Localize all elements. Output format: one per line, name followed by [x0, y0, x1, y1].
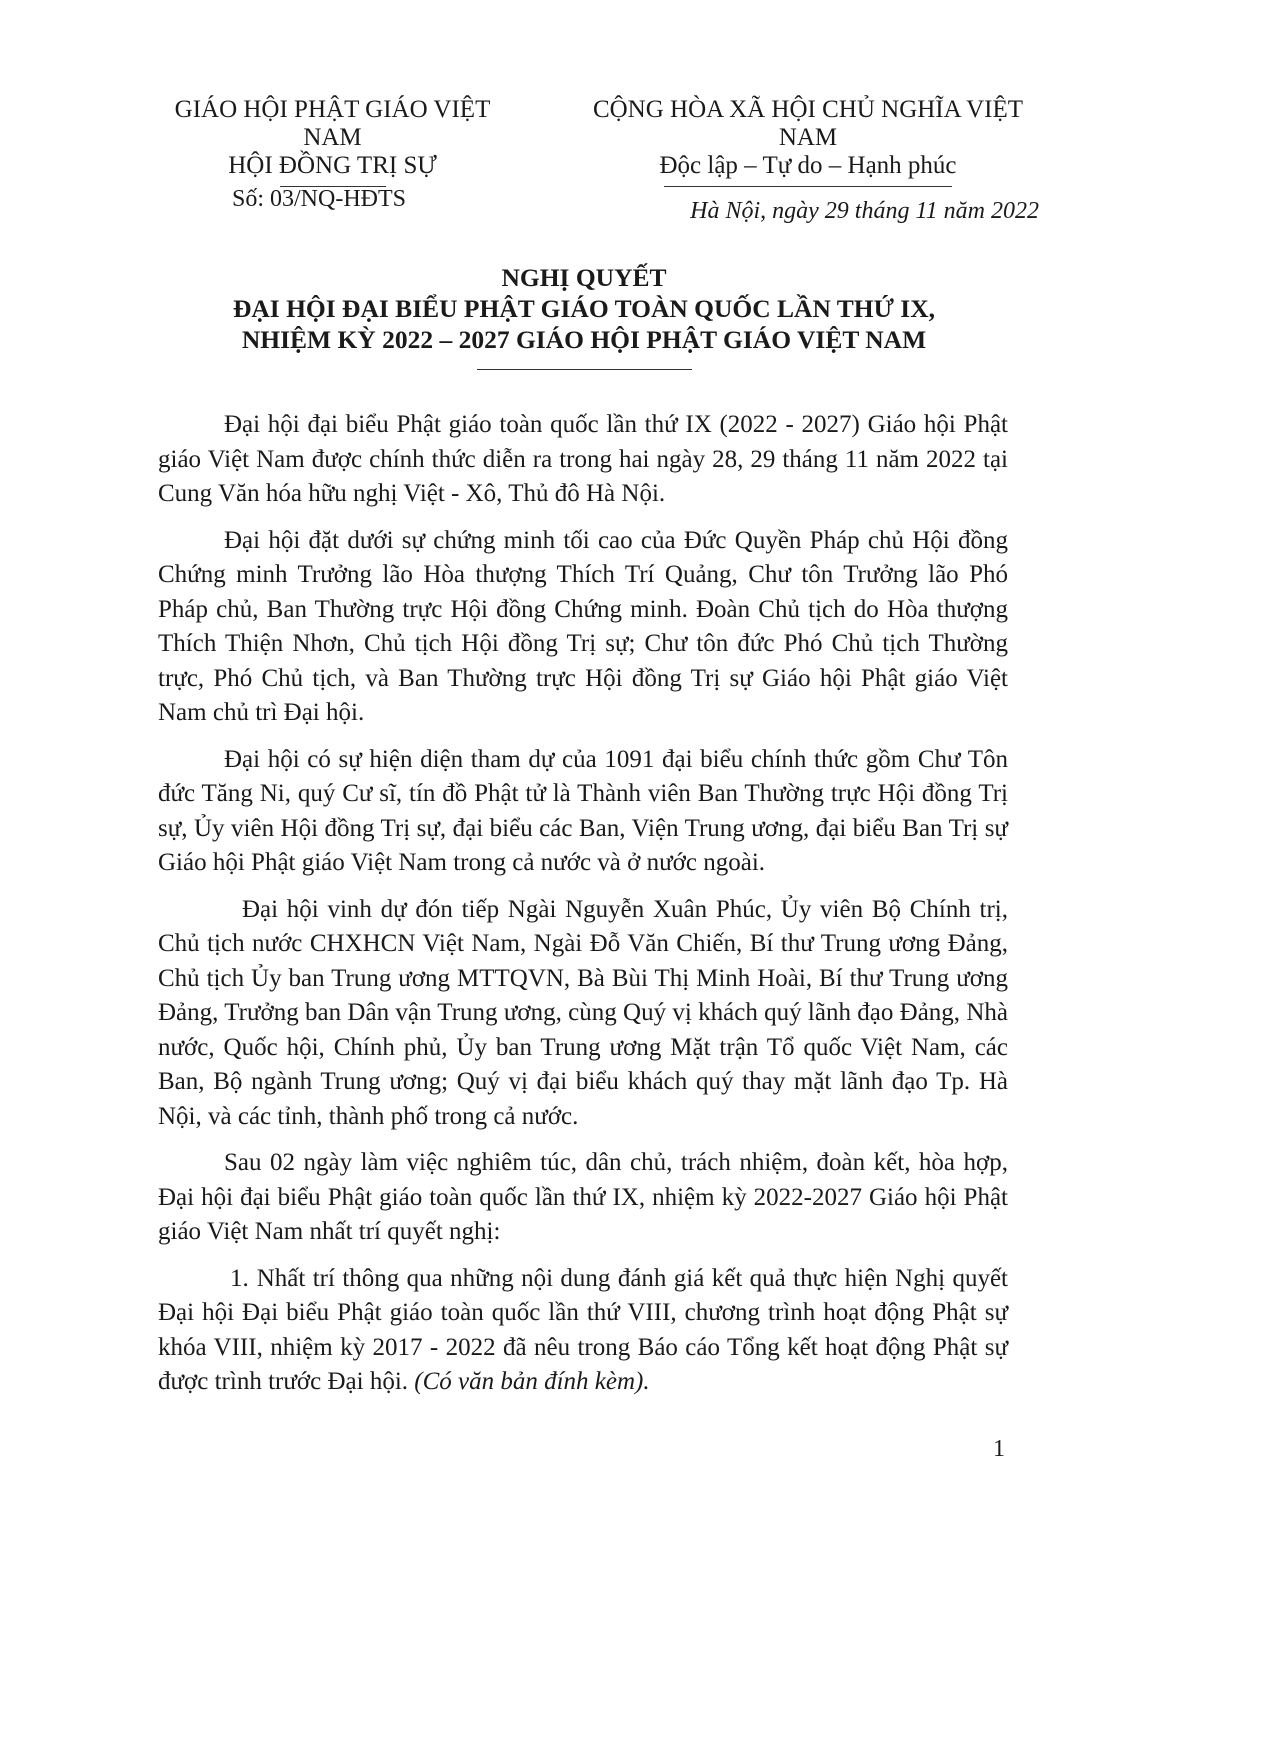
paragraph: Sau 02 ngày làm việc nghiêm túc, dân chủ, trách nhiệm, đoàn kết, hòa hợp, Đại hội đại biểu Phật giáo toàn quốc lần thứ IX, nhiệm kỳ 2022-2027 Giáo hội Phật giáo Việt Nam nhất trí quyết nghị: [158, 1149, 1008, 1245]
title-underline [477, 369, 692, 370]
org-council: HỘI ĐỒNG TRỊ SỰ [228, 152, 437, 179]
item-note: (Có văn bản đính kèm). [414, 1368, 650, 1395]
item-number: 1. [230, 1264, 249, 1292]
national-motto: Độc lập – Tự do – Hạnh phúc [659, 152, 957, 179]
paragraph: Đại hội có sự hiện diện tham dự của 1091 đại biểu chính thức gồm Chư Tôn đức Tăng Ni, quý Cư sĩ, tín đồ Phật tử là Thành viên Ban Thường trực Hội đồng Trị sự, Ủy viên Hội đồng Trị sự, đại biểu các Ban, Viện Trung ương, đại biểu Ban Trị sự Giáo hội Phật giáo Việt Nam trong cả nước và ở nước ngoài. [158, 745, 1008, 876]
title-line-2: ĐẠI HỘI ĐẠI BIỂU PHẬT GIÁO TOÀN QUỐC LẦN THỨ IX, [232, 294, 936, 323]
national-header [578, 96, 1038, 187]
issuing-organization [160, 96, 505, 187]
paragraph: Đại hội vinh dự đón tiếp Ngài Nguyễn Xuân Phúc, Ủy viên Bộ Chính trị, Chủ tịch nước CHXHCN Việt Nam, Ngài Đỗ Văn Chiến, Bí thư Trung ương Đảng, Chủ tịch Ủy ban Trung ương MTTQVN, Bà Bùi Thị Minh Hoài, Bí thư Trung ương Đảng, Trưởng ban Dân vận Trung ương, cùng Quý vị khách quý lãnh đạo Đảng, Nhà nước, Quốc hội, Chính phủ, Ủy ban Trung ương Mặt trận Tổ quốc Việt Nam, các Ban, Bộ ngành Trung ương; Quý vị đại biểu khách quý thay mặt lãnh đạo Tp. Hà Nội, và các tỉnh, thành phố trong cả nước. [158, 895, 1008, 1130]
item-text: Nhất trí thông qua những nội dung đánh giá kết quả thực hiện Nghị quyết Đại hội Đại biểu Phật giáo toàn quốc lần thứ VIII, chương trình hoạt động Phật sự khóa VIII, nhiệm kỳ 2017 - 2022 đã nêu trong Báo cáo Tổng kết hoạt động Phật sự được trình trước Đại hội. [158, 1264, 1008, 1395]
resolution-item-1 [158, 1262, 1008, 1400]
country-name: CỘNG HÒA XÃ HỘI CHỦ NGHĨA VIỆT NAM [592, 96, 1024, 151]
title-line-1: NGHỊ QUYẾT [501, 263, 667, 292]
org-name: GIÁO HỘI PHẬT GIÁO VIỆT NAM [174, 96, 491, 151]
motto-underline [664, 186, 952, 187]
paragraph: Đại hội đặt dưới sự chứng minh tối cao của Đức Quyền Pháp chủ Hội đồng Chứng minh Trưởng lão Hòa thượng Thích Trí Quảng, Chư tôn Trưởng lão Phó Pháp chủ, Ban Thường trực Hội đồng Chứng minh. Đoàn Chủ tịch do Hòa thượng Thích Thiện Nhơn, Chủ tịch Hội đồng Trị sự; Chư tôn đức Phó Chủ tịch Thường trực, Phó Chủ tịch, và Ban Thường trực Hội đồng Trị sự Giáo hội Phật giáo Việt Nam chủ trì Đại hội. [158, 526, 1008, 726]
document-number: Số: 03/NQ-HĐTS [232, 186, 407, 212]
paragraph: Đại hội đại biểu Phật giáo toàn quốc lần thứ IX (2022 - 2027) Giáo hội Phật giáo Việt Nam được chính thức diễn ra trong hai ngày 28, 29 tháng 11 năm 2022 tại Cung Văn hóa hữu nghị Việt - Xô, Thủ đô Hà Nội. [158, 411, 1008, 507]
document-title [160, 262, 1008, 370]
page-number: 1 [993, 1436, 1005, 1462]
document-date: Hà Nội, ngày 29 tháng 11 năm 2022 [690, 198, 1039, 224]
title-line-3: NHIỆM KỲ 2022 – 2027 GIÁO HỘI PHẬT GIÁO VIỆT NAM [241, 325, 927, 354]
document-body [158, 408, 1008, 1412]
